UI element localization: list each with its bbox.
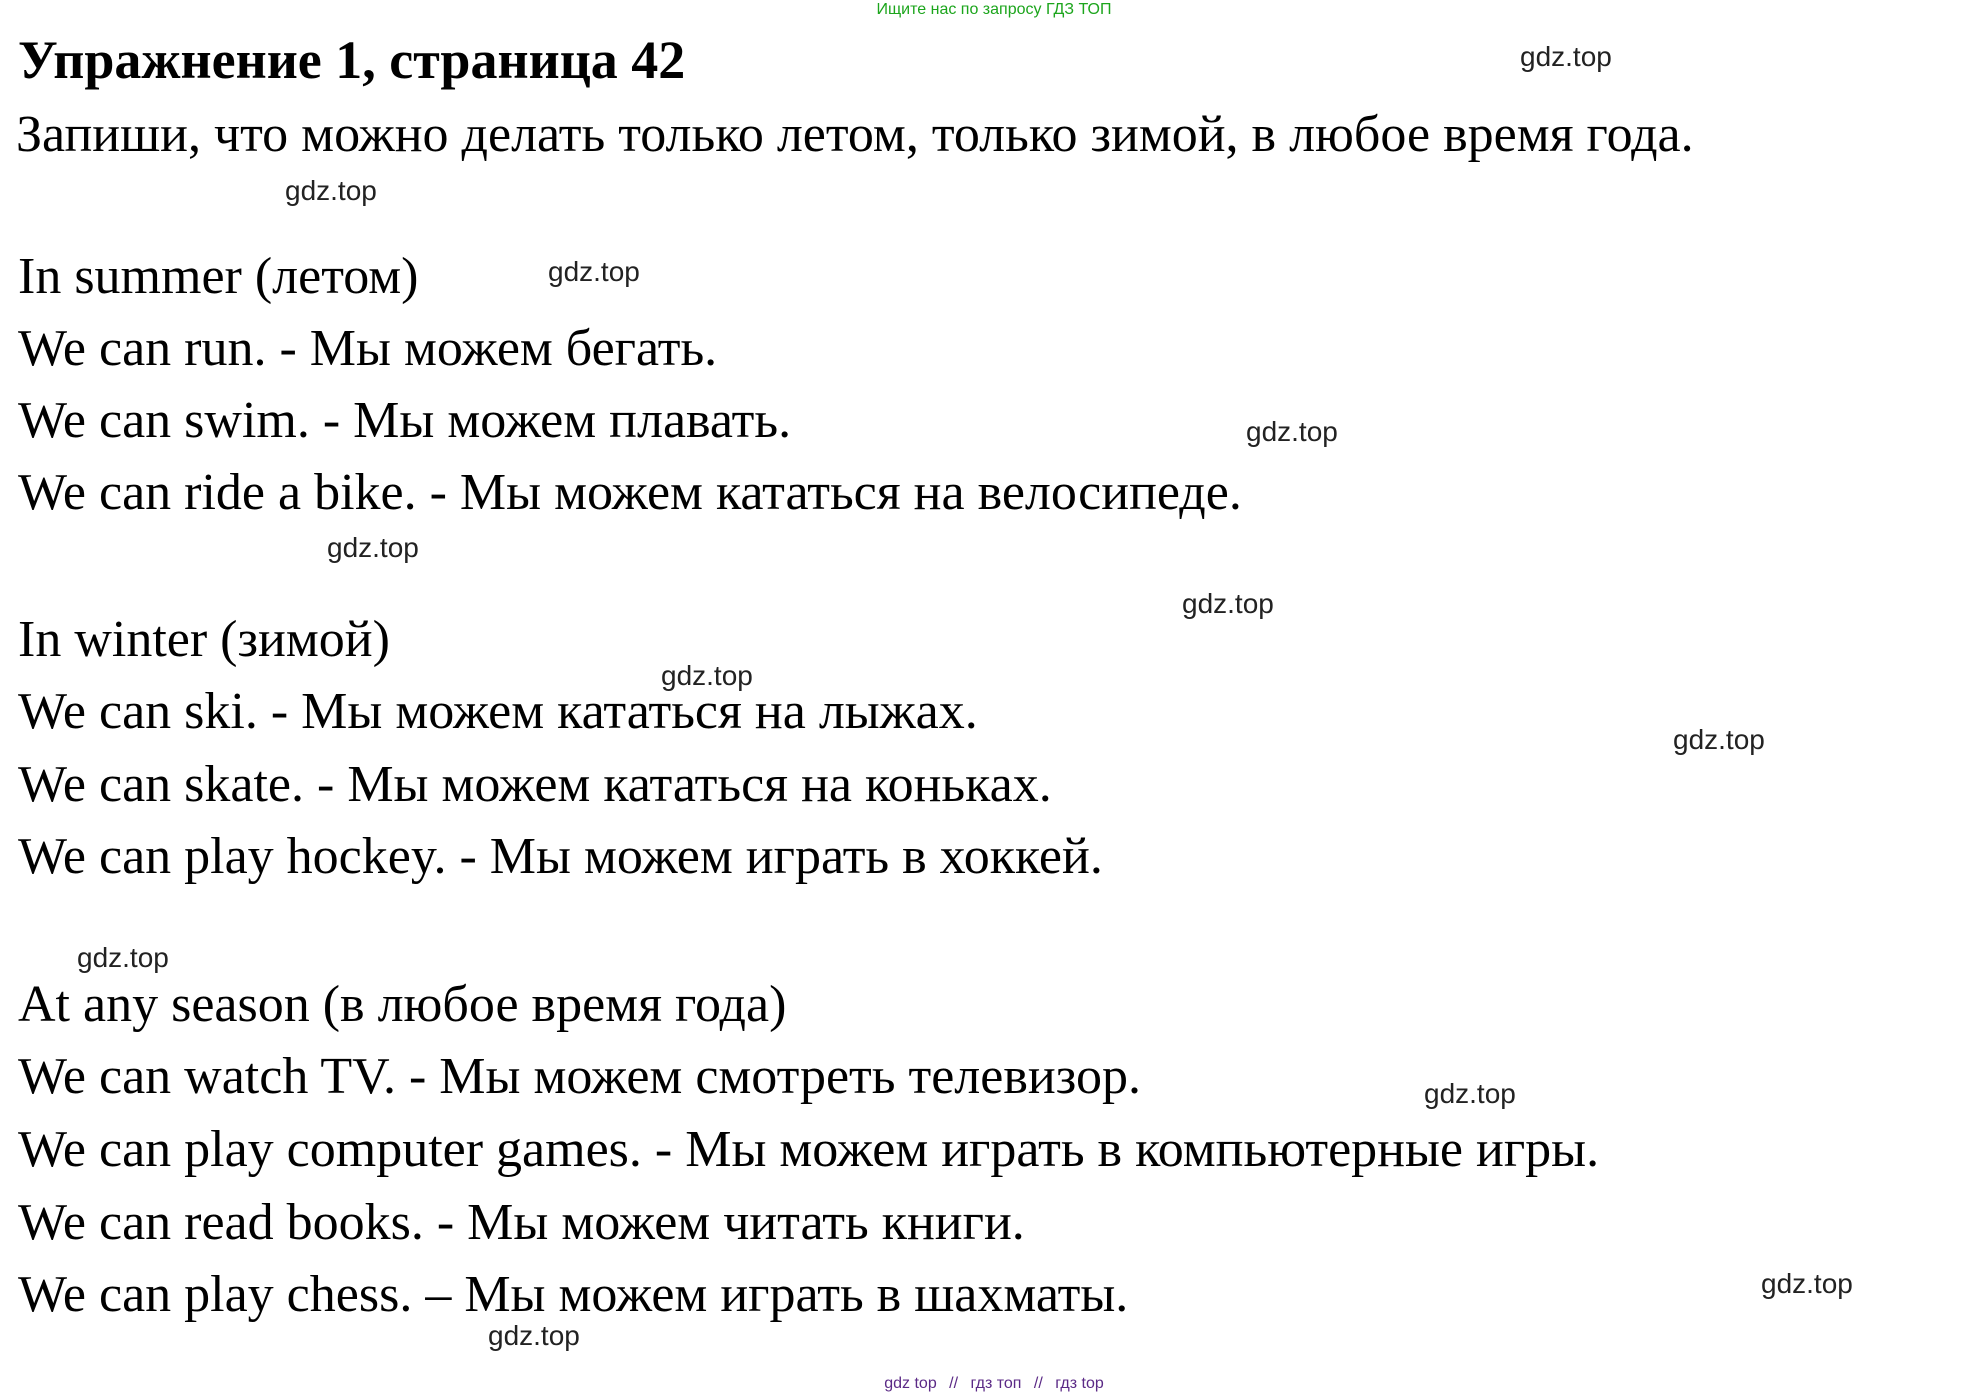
- footer-separator: //: [1033, 1375, 1043, 1392]
- watermark: gdz.top: [77, 942, 169, 973]
- list-item: We can swim. - Мы можем плавать.: [18, 392, 792, 449]
- watermark: gdz.top: [1761, 1268, 1853, 1299]
- section-heading-any-season: At any season (в любое время года): [18, 976, 787, 1033]
- section-heading-summer: In summer (летом): [18, 248, 419, 305]
- section-heading-winter: In winter (зимой): [18, 611, 390, 668]
- footer-link[interactable]: гдз top: [1055, 1375, 1104, 1392]
- list-item: We can skate. - Мы можем кататься на коньках.: [18, 756, 1052, 813]
- watermark: gdz.top: [1182, 588, 1274, 619]
- watermark: gdz.top: [1246, 416, 1338, 447]
- list-item: We can read books. - Мы можем читать книги.: [18, 1194, 1025, 1251]
- top-banner: Ищите нас по запросу ГДЗ ТОП: [876, 1, 1112, 18]
- list-item: We can run. - Мы можем бегать.: [18, 320, 718, 377]
- watermark: gdz.top: [548, 256, 640, 287]
- watermark: gdz.top: [661, 660, 753, 691]
- footer-links: [0, 1374, 1988, 1394]
- footer-link[interactable]: гдз топ: [970, 1375, 1022, 1392]
- list-item: We can play hockey. - Мы можем играть в хоккей.: [18, 828, 1103, 885]
- list-item: We can ski. - Мы можем кататься на лыжах.: [18, 683, 978, 740]
- watermark: gdz.top: [1424, 1078, 1516, 1109]
- watermark: gdz.top: [285, 175, 377, 206]
- page-title: Упражнение 1, страница 42: [18, 30, 686, 90]
- watermark: gdz.top: [488, 1320, 580, 1351]
- footer-separator: //: [949, 1375, 959, 1392]
- list-item: We can ride a bike. - Мы можем кататься на велосипеде.: [18, 464, 1242, 521]
- instruction: Запиши, что можно делать только летом, только зимой, в любое время года.: [16, 106, 1694, 163]
- footer-link[interactable]: gdz top: [884, 1375, 937, 1392]
- list-item: We can watch TV. - Мы можем смотреть телевизор.: [18, 1048, 1141, 1105]
- list-item: We can play computer games. - Мы можем играть в компьютерные игры.: [18, 1121, 1600, 1178]
- watermark: gdz.top: [1520, 41, 1612, 72]
- watermark: gdz.top: [327, 532, 419, 563]
- watermark: gdz.top: [1673, 724, 1765, 755]
- list-item: We can play chess. – Мы можем играть в шахматы.: [18, 1266, 1129, 1323]
